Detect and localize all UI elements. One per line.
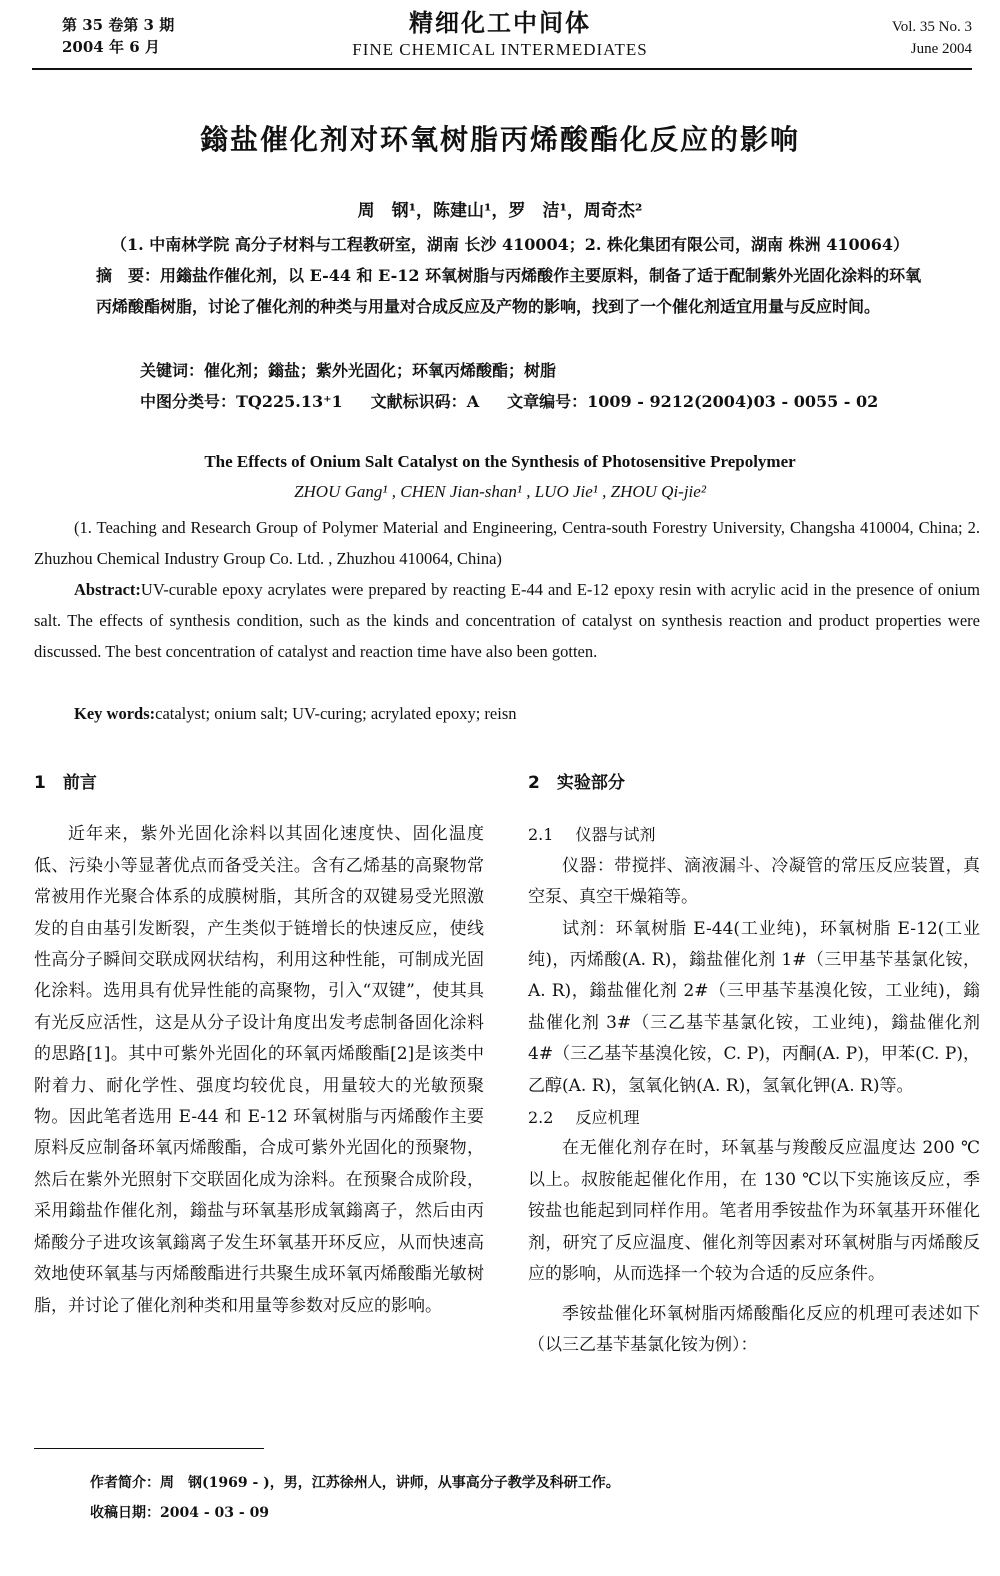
introduction-paragraph: 近年来，紫外光固化涂料以其固化速度快、固化温度低、污染小等显著优点而备受关注。含有乙烯基的高聚物常常被用作光聚合体系的成膜树脂，其所含的双键易受光照激发的自由基引发断裂，产生类似于链增长的快速反应，使线性高分子瞬间交联成网状结构，利用这种性能，可制成光固化涂料。选用具有优异性能的高聚物，引入“双键”，使其具有光反应活性，这是从分子设计角度出发考虑制备固化涂料的思路[1]。其中可紫外光固化的环氧丙烯酸酯[2]是该类中附着力、耐化学性、强度均较优良，用量较大的光敏预聚物。因此笔者选用 E-44 和 E-12 环氧树脂与丙烯酸作主要原料反应制备环氧丙烯酸酯，合成可紫外光固化的预聚物，然后在紫外光照射下交联固化成为涂料。在预聚合成阶段，采用鎓盐作催化剂，鎓盐与环氧基形成氧鎓离子，然后由丙烯酸分子进攻该氧鎓离子发生环氧基开环反应，从而快速高效地使环氧基与丙烯酸酯进行共聚生成环氧丙烯酸酯光敏树脂，并讨论了催化剂种类和用量等参数对反应的影响。 (34, 824, 484, 1316)
abstract-en-text: UV-curable epoxy acrylates were prepared by reacting E-44 and E-12 epoxy resin with acrylic acid in the presence of onium salt. The effects of synthesis condition, such as the kinds and concentration of catalyst on synthesis reaction and product properties were discussed. The best concentration of catalyst and reaction time have also been gotten. (34, 580, 980, 661)
journal-name-block (0, 8, 1000, 62)
date-en: June 2004 (910, 41, 972, 57)
subsection-2-1-heading (528, 819, 980, 850)
header-divider (32, 68, 972, 70)
instruments-paragraph: 仪器：带搅拌、滴液漏斗、冷凝管的常压反应装置，真空泵、真空干燥箱等。 (528, 855, 980, 908)
reagents-paragraph: 试剂：环氧树脂 E-44(工业纯)，环氧树脂 E-12(工业纯)，丙烯酸(A. R)，鎓盐催化剂 1#（三甲基苄基氯化铵，A. R)，鎓盐催化剂 2#（三甲基苄基溴化铵，工业纯)，鎓盐催化剂 3#（三乙基苄基氯化铵，工业纯)，鎓盐催化剂 4#（三乙基苄基溴化铵，C. P)，丙酮(A. P)，甲苯(C. P)，乙醇(A. R)，氢氧化钠(A. R)，氢氧化钾(A. R)等。 (528, 918, 980, 1096)
abstract-cn (96, 260, 926, 322)
subsection-2-2-title: 反应机理 (575, 1108, 640, 1128)
clc-value: TQ225.13⁺1 (236, 392, 343, 411)
subsection-2-2-number: 2.2 (528, 1108, 554, 1128)
footnote-divider (34, 1448, 264, 1449)
volume-en: Vol. 35 No. 3 (891, 19, 972, 35)
authors-cn: 周 钢¹，陈建山¹，罗 洁¹，周奇杰² (357, 201, 643, 221)
keywords-en (34, 698, 980, 729)
clc-label: 中图分类号： (140, 392, 237, 411)
date-cn: 2004 年 6 月 (62, 38, 160, 56)
received-date-footnote: 收稿日期：2004 - 03 - 09 (90, 1505, 270, 1521)
journal-name-en: FINE CHEMICAL INTERMEDIATES (352, 40, 648, 59)
keywords-cn-label: 关键词： (140, 361, 205, 380)
article-number-value: 1009 - 9212(2004)03 - 0055 - 02 (587, 392, 879, 411)
section-2-heading: 2 实验部分 (528, 773, 625, 793)
volume-cn: 第 35 卷第 3 期 (62, 16, 175, 34)
mechanism-intro-paragraph: 季铵盐催化环氧树脂丙烯酸酯化反应的机理可表述如下（以三乙基苄基氯化铵为例）： (528, 1303, 980, 1355)
subsection-2-2-heading (528, 1102, 980, 1133)
paper-title-en: The Effects of Onium Salt Catalyst on the Synthesis of Photosensitive Prepolymer (204, 452, 796, 471)
keywords-cn-text: 催化剂；鎓盐；紫外光固化；环氧丙烯酸酯；树脂 (204, 361, 557, 380)
keywords-en-label: Key words: (74, 704, 156, 723)
affiliation-en: (1. Teaching and Research Group of Polymer Material and Engineering, Centra-south Forestry University, Changsha 410004, China; 2. Zhuzhou Chemical Industry Group Co. Ltd. , Zhuzhou 410064, China) (34, 518, 980, 568)
classification-line (140, 389, 878, 412)
section-1-heading: 1 前言 (34, 773, 97, 793)
abstract-en (34, 574, 980, 667)
mechanism-paragraph: 在无催化剂存在时，环氧基与羧酸反应温度达 200 ℃以上。叔胺能起催化作用，在 130 ℃以下实施该反应，季铵盐也能起到同样作用。笔者用季铵盐作为环氧基开环催化剂，研究了反应温度、催化剂等因素对环氧树脂与丙烯酸反应的影响，从而选择一个较为合适的反应条件。 (528, 1138, 980, 1285)
subsection-2-1-title: 仪器与试剂 (575, 825, 656, 845)
journal-name-cn: 精细化工中间体 (409, 8, 591, 37)
doc-code-value: A (466, 392, 480, 411)
abstract-en-label: Abstract: (74, 580, 141, 599)
subsection-2-1-number: 2.1 (528, 825, 554, 845)
keywords-cn (140, 358, 556, 381)
author-bio-footnote: 作者简介：周 钢(1969 - )，男，江苏徐州人，讲师，从事高分子教学及科研工作。 (90, 1475, 620, 1491)
article-number-label: 文章编号： (507, 392, 588, 411)
affiliation-cn: （1. 中南林学院 高分子材料与工程教研室，湖南 长沙 410004；2. 株化集团有限公司，湖南 株洲 410064） (111, 235, 909, 254)
paper-title-cn: 鎓盐催化剂对环氧树脂丙烯酸酯化反应的影响 (199, 123, 800, 156)
header-issue-block (892, 16, 972, 60)
column-right (528, 768, 980, 1361)
authors-en: ZHOU Gang¹ , CHEN Jian-shan¹ , LUO Jie¹ , ZHOU Qi-jie² (294, 482, 706, 501)
doc-code-label: 文献标识码： (370, 392, 467, 411)
abstract-cn-text: 用鎓盐作催化剂，以 E-44 和 E-12 环氧树脂与丙烯酸作主要原料，制备了适于配制紫外光固化涂料的环氧丙烯酸酯树脂，讨论了催化剂的种类与用量对合成反应及产物的影响，找到了一个催化剂适宜用量与反应时间。 (96, 266, 922, 316)
abstract-cn-label: 摘 要： (96, 266, 161, 285)
column-left (34, 768, 484, 1322)
keywords-en-text: catalyst; onium salt; UV-curing; acrylated epoxy; reisn (155, 704, 517, 723)
